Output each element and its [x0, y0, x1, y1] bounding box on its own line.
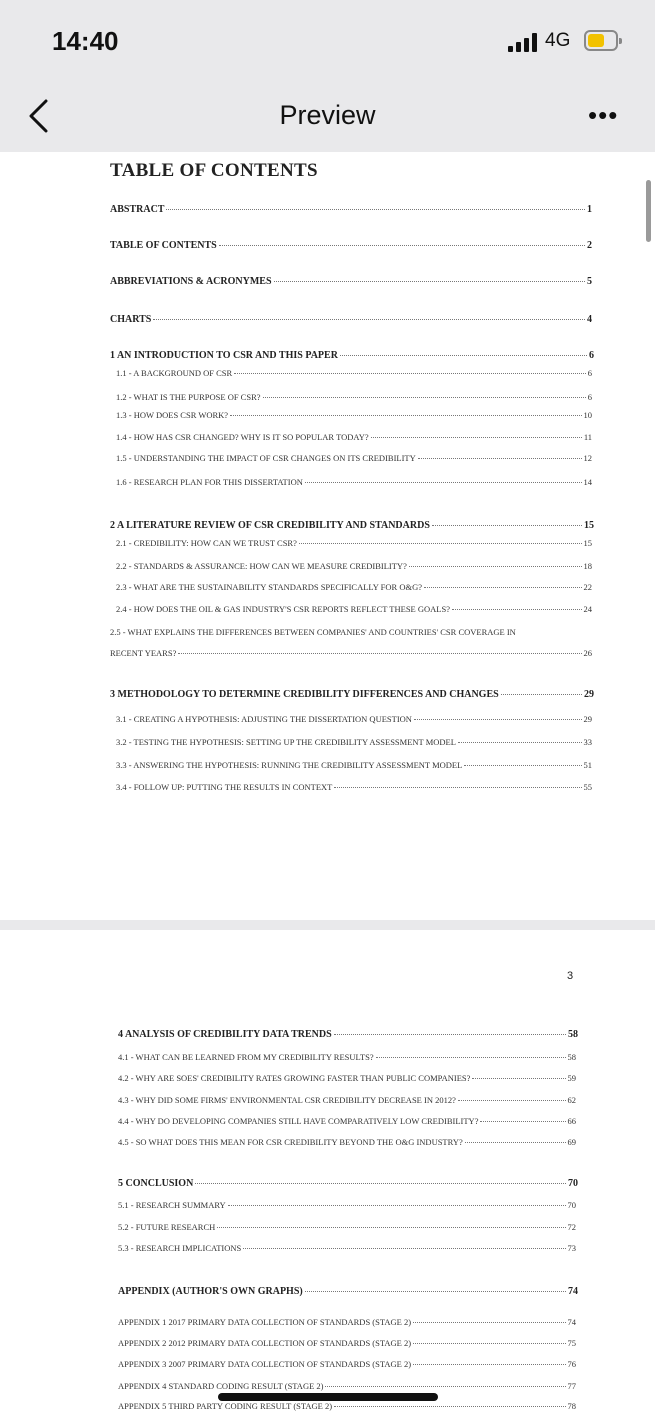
toc-entry-title: 4.2 - WHY ARE SOES' CREDIBILITY RATES GROWING FASTER THAN PUBLIC COMPANIES?: [118, 1073, 471, 1083]
dot-leader: [228, 1205, 566, 1206]
dot-leader: [376, 1057, 566, 1058]
dot-leader: [464, 765, 581, 766]
toc-subentry[interactable]: [118, 1401, 576, 1411]
toc-entry-page: 22: [583, 582, 592, 592]
toc-subentry[interactable]: [116, 453, 592, 463]
toc-subentry[interactable]: [118, 1243, 576, 1253]
page-number: 3: [567, 970, 574, 982]
toc-entry-page: 77: [567, 1381, 576, 1391]
toc-entry-title: 3.3 - ANSWERING THE HYPOTHESIS: RUNNING THE CREDIBILITY ASSESSMENT MODEL: [116, 760, 463, 770]
toc-subentry[interactable]: [116, 582, 592, 592]
status-bar: [0, 0, 655, 80]
dot-leader: [299, 543, 582, 544]
dot-leader: [195, 1183, 566, 1184]
toc-chapter[interactable]: [110, 520, 594, 531]
toc-entry-page: 72: [567, 1222, 576, 1232]
dot-leader: [325, 1386, 565, 1387]
toc-entry-page: 51: [583, 760, 592, 770]
toc-entry-title: 3.4 - FOLLOW UP: PUTTING THE RESULTS IN CONTEXT: [116, 782, 333, 792]
dot-leader: [465, 1142, 566, 1143]
toc-entry-title: APPENDIX 5 THIRD PARTY CODING RESULT (STAGE 2): [118, 1401, 333, 1411]
toc-entry[interactable]: [110, 314, 592, 325]
toc-entry-page: 12: [583, 453, 592, 463]
toc-entry-page: 6: [587, 368, 592, 378]
toc-subentry[interactable]: [116, 782, 592, 792]
dot-leader: [340, 355, 587, 356]
dot-leader: [501, 694, 582, 695]
dot-leader: [166, 209, 585, 210]
toc-entry-title: 2 A LITERATURE REVIEW OF CSR CREDIBILITY AND STANDARDS: [110, 520, 430, 531]
toc-entry-page: 2: [587, 240, 592, 251]
toc-entry-title: 1.2 - WHAT IS THE PURPOSE OF CSR?: [116, 392, 261, 402]
toc-entry-page: 70: [568, 1178, 578, 1189]
toc-entry-title: 1.5 - UNDERSTANDING THE IMPACT OF CSR CHANGES ON ITS CREDIBILITY: [116, 453, 416, 463]
toc-chapter[interactable]: [118, 1029, 578, 1040]
toc-entry-page: 59: [567, 1073, 576, 1083]
dot-leader: [230, 415, 581, 416]
toc-subentry[interactable]: [116, 714, 592, 724]
toc-entry-page: 15: [583, 538, 592, 548]
toc-entry-title: ABBREVIATIONS & ACRONYMES: [110, 276, 272, 287]
toc-entry-title: APPENDIX 4 STANDARD CODING RESULT (STAGE 2): [118, 1381, 324, 1391]
document-page-1: [0, 152, 655, 920]
dot-leader: [305, 1291, 566, 1292]
toc-entry-title: ABSTRACT: [110, 204, 165, 215]
toc-subentry[interactable]: [118, 1095, 576, 1105]
dot-leader: [263, 397, 586, 398]
toc-entry-page: 78: [567, 1401, 576, 1411]
toc-entry-title: 1.1 - A BACKGROUND OF CSR: [116, 368, 233, 378]
dot-leader: [178, 653, 581, 654]
toc-subentry[interactable]: [118, 1052, 576, 1062]
toc-entry-page: 76: [567, 1359, 576, 1369]
toc-entry[interactable]: [110, 276, 592, 287]
toc-entry-title: 1.4 - HOW HAS CSR CHANGED? WHY IS IT SO POPULAR TODAY?: [116, 432, 369, 442]
toc-entry-page: 18: [583, 561, 592, 571]
toc-subentry[interactable]: [118, 1200, 576, 1210]
toc-entry-page: 6: [587, 392, 592, 402]
toc-subentry[interactable]: [116, 538, 592, 548]
toc-entry-title: APPENDIX 2 2012 PRIMARY DATA COLLECTION OF STANDARDS (STAGE 2): [118, 1338, 412, 1348]
toc-entry-title: 4.5 - SO WHAT DOES THIS MEAN FOR CSR CREDIBILITY BEYOND THE O&G INDUSTRY?: [118, 1137, 463, 1147]
toc-subentry[interactable]: [110, 648, 592, 658]
dot-leader: [458, 1100, 566, 1101]
toc-subentry-line1[interactable]: 2.5 - WHAT EXPLAINS THE DIFFERENCES BETWEEN COMPANIES' AND COUNTRIES' CSR COVERAGE IN: [110, 627, 516, 637]
toc-chapter[interactable]: [110, 689, 594, 700]
dot-leader: [432, 525, 582, 526]
toc-entry-page: 69: [567, 1137, 576, 1147]
toc-subentry[interactable]: [116, 368, 592, 378]
toc-subentry[interactable]: [116, 432, 592, 442]
toc-entry-page: 14: [583, 477, 592, 487]
dot-leader: [243, 1248, 565, 1249]
toc-chapter[interactable]: [110, 350, 594, 361]
toc-subentry[interactable]: [116, 760, 592, 770]
dot-leader: [334, 1406, 565, 1407]
toc-entry-page: 70: [567, 1200, 576, 1210]
toc-entry-title: CHARTS: [110, 314, 152, 325]
toc-entry-page: 6: [589, 350, 594, 361]
dot-leader: [472, 1078, 565, 1079]
signal-bars-icon: [508, 32, 540, 52]
battery-icon: [584, 30, 618, 51]
toc-entry-title: APPENDIX (AUTHOR'S OWN GRAPHS): [118, 1286, 303, 1297]
network-type: 4G: [545, 30, 571, 51]
document-page-2: [0, 930, 655, 1417]
toc-heading: TABLE OF CONTENTS: [110, 160, 318, 181]
toc-entry[interactable]: [110, 240, 592, 251]
toc-entry-page: 75: [567, 1338, 576, 1348]
toc-entry-page: 74: [568, 1286, 578, 1297]
toc-entry-title: 3.2 - TESTING THE HYPOTHESIS: SETTING UP THE CREDIBILITY ASSESSMENT MODEL: [116, 737, 456, 747]
dot-leader: [413, 1364, 565, 1365]
toc-entry-page: 33: [583, 737, 592, 747]
toc-entry-title: TABLE OF CONTENTS: [110, 240, 217, 251]
dot-leader: [274, 281, 585, 282]
toc-entry-page: 74: [567, 1317, 576, 1327]
dot-leader: [480, 1121, 565, 1122]
toc-entry-title: 5.1 - RESEARCH SUMMARY: [118, 1200, 226, 1210]
toc-subentry[interactable]: [118, 1073, 576, 1083]
toc-subentry[interactable]: [116, 737, 592, 747]
dot-leader: [409, 566, 582, 567]
dot-leader: [217, 1227, 565, 1228]
toc-entry-title: 4.1 - WHAT CAN BE LEARNED FROM MY CREDIBILITY RESULTS?: [118, 1052, 374, 1062]
toc-subentry[interactable]: [116, 392, 592, 402]
toc-entry-page: 4: [587, 314, 592, 325]
dot-leader: [153, 319, 585, 320]
toc-subentry[interactable]: [116, 477, 592, 487]
page-title: Preview: [279, 100, 376, 130]
dot-leader: [458, 742, 582, 743]
toc-entry-title: 4.4 - WHY DO DEVELOPING COMPANIES STILL HAVE COMPARATIVELY LOW CREDIBILITY?: [118, 1116, 479, 1126]
navigation-bar: [0, 80, 655, 152]
toc-subentry[interactable]: [118, 1317, 576, 1327]
toc-entry-page: 26: [583, 648, 592, 658]
toc-entry-title: 1.3 - HOW DOES CSR WORK?: [116, 410, 229, 420]
toc-entry-title: 3 METHODOLOGY TO DETERMINE CREDIBILITY DIFFERENCES AND CHANGES: [110, 689, 499, 700]
toc-subentry[interactable]: [118, 1359, 576, 1369]
toc-entry-title: 5 CONCLUSION: [118, 1178, 194, 1189]
dot-leader: [414, 719, 582, 720]
toc-entry-page: 55: [583, 782, 592, 792]
scrollbar-thumb[interactable]: [646, 180, 651, 242]
toc-entry-page: 58: [567, 1052, 576, 1062]
toc-entry-page: 15: [584, 520, 594, 531]
toc-entry-title: RECENT YEARS?: [110, 648, 177, 658]
toc-entry-page: 29: [584, 689, 594, 700]
toc-entry-page: 66: [567, 1116, 576, 1126]
toc-chapter[interactable]: [118, 1178, 578, 1189]
toc-entry-title: 2.2 - STANDARDS & ASSURANCE: HOW CAN WE MEASURE CREDIBILITY?: [116, 561, 407, 571]
toc-entry-title: 4 ANALYSIS OF CREDIBILITY DATA TRENDS: [118, 1029, 332, 1040]
toc-subentry[interactable]: [118, 1137, 576, 1147]
dot-leader: [219, 245, 585, 246]
toc-entry-title: 5.3 - RESEARCH IMPLICATIONS: [118, 1243, 242, 1253]
toc-entry-title: 2.4 - HOW DOES THE OIL & GAS INDUSTRY'S CSR REPORTS REFLECT THESE GOALS?: [116, 604, 450, 614]
toc-subentry[interactable]: [116, 410, 592, 420]
dot-leader: [371, 437, 582, 438]
toc-subentry[interactable]: [118, 1222, 576, 1232]
more-options-button[interactable]: •••: [588, 100, 619, 130]
dot-leader: [305, 482, 582, 483]
toc-subentry[interactable]: [118, 1338, 576, 1348]
dot-leader: [334, 787, 581, 788]
toc-subentry[interactable]: [116, 604, 592, 614]
toc-entry-title: 4.3 - WHY DID SOME FIRMS' ENVIRONMENTAL CSR CREDIBILITY DECREASE IN 2012?: [118, 1095, 456, 1105]
dot-leader: [424, 587, 581, 588]
toc-entry-page: 73: [567, 1243, 576, 1253]
toc-entry-title: APPENDIX 1 2017 PRIMARY DATA COLLECTION OF STANDARDS (STAGE 2): [118, 1317, 412, 1327]
toc-entry-title: 5.2 - FUTURE RESEARCH: [118, 1222, 216, 1232]
dot-leader: [413, 1343, 565, 1344]
toc-entry-page: 58: [568, 1029, 578, 1040]
dot-leader: [413, 1322, 565, 1323]
toc-entry-title: 1 AN INTRODUCTION TO CSR AND THIS PAPER: [110, 350, 338, 361]
dot-leader: [334, 1034, 566, 1035]
toc-subentry[interactable]: [116, 561, 592, 571]
toc-subentry[interactable]: [118, 1381, 576, 1391]
toc-entry-title: 2.1 - CREDIBILITY: HOW CAN WE TRUST CSR?: [116, 538, 297, 548]
toc-entry-page: 29: [583, 714, 592, 724]
toc-entry-page: 62: [567, 1095, 576, 1105]
toc-entry-title: APPENDIX 3 2007 PRIMARY DATA COLLECTION OF STANDARDS (STAGE 2): [118, 1359, 412, 1369]
toc-entry-page: 11: [583, 432, 592, 442]
toc-entry-page: 24: [583, 604, 592, 614]
dot-leader: [234, 373, 586, 374]
toc-subentry[interactable]: [118, 1116, 576, 1126]
toc-entry-page: 1: [587, 204, 592, 215]
toc-entry[interactable]: [110, 204, 592, 215]
toc-entry-title: 3.1 - CREATING A HYPOTHESIS: ADJUSTING THE DISSERTATION QUESTION: [116, 714, 412, 724]
toc-entry-title: 1.6 - RESEARCH PLAN FOR THIS DISSERTATION: [116, 477, 303, 487]
toc-chapter[interactable]: [118, 1286, 578, 1297]
toc-entry-page: 10: [583, 410, 592, 420]
toc-entry-page: 5: [587, 276, 592, 287]
dot-leader: [452, 609, 582, 610]
clock: 14:40: [52, 26, 119, 56]
dot-leader: [418, 458, 582, 459]
home-indicator[interactable]: [218, 1393, 438, 1401]
toc-entry-title: 2.3 - WHAT ARE THE SUSTAINABILITY STANDARDS SPECIFICALLY FOR O&G?: [116, 582, 423, 592]
